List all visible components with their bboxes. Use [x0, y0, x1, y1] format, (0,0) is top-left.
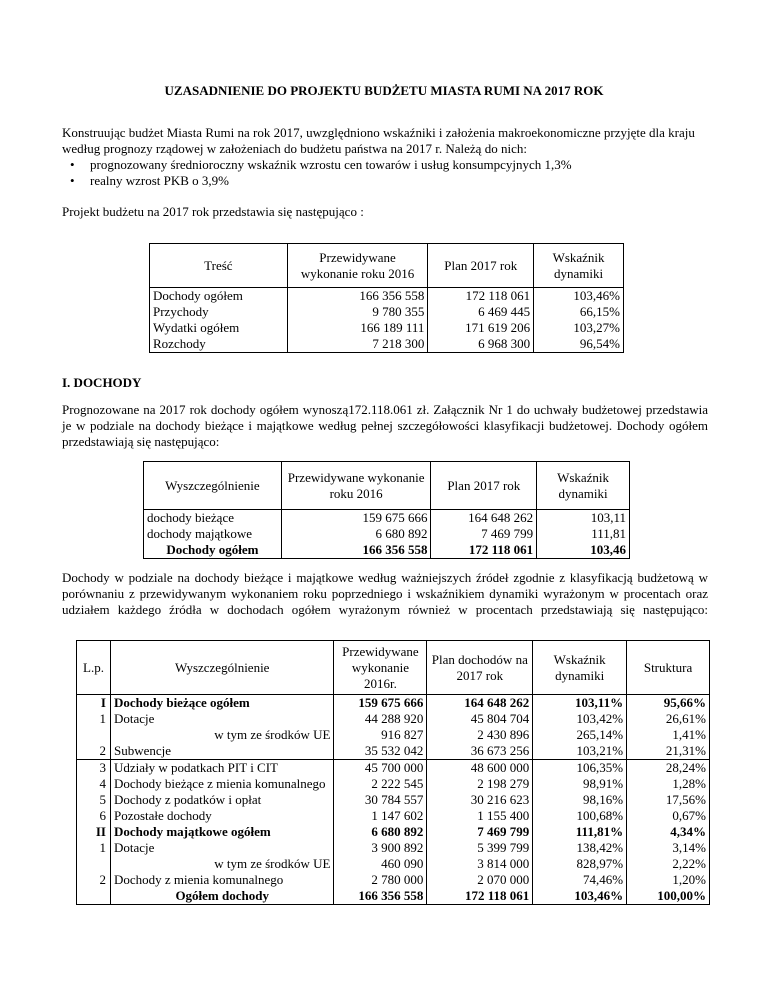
- row-label: Dochody majątkowe ogółem: [110, 824, 334, 840]
- row-label: dochody majątkowe: [144, 526, 282, 542]
- cell-value: 164 648 262: [427, 695, 533, 712]
- cell-value: 35 532 042: [334, 743, 427, 760]
- table-row: [144, 526, 630, 542]
- col-header: Plan dochodów na 2017 rok: [427, 641, 533, 695]
- row-label: Dochody bieżące z mienia komunalnego: [110, 776, 334, 792]
- row-label: Dochody bieżące ogółem: [110, 695, 334, 712]
- table-row: [77, 776, 710, 792]
- cell-value: 103,46: [537, 542, 630, 559]
- table-row: [77, 743, 710, 760]
- cell-value: 1,20%: [627, 872, 710, 888]
- table-row: [150, 304, 624, 320]
- table-row: [144, 542, 630, 559]
- cell-value: 26,61%: [627, 711, 710, 727]
- cell-value: 103,11%: [533, 695, 627, 712]
- col-header: Przewidywane wykonanie 2016r.: [334, 641, 427, 695]
- table-row: [150, 288, 624, 305]
- cell-value: 106,35%: [533, 760, 627, 777]
- col-header: Wskaźnik dynamiki: [534, 244, 624, 288]
- table-row: [150, 320, 624, 336]
- row-label: w tym ze środków UE: [110, 856, 334, 872]
- cell-value: 1 155 400: [427, 808, 533, 824]
- cell-value: 44 288 920: [334, 711, 427, 727]
- cell-value: 98,91%: [533, 776, 627, 792]
- cell-value: 6 680 892: [281, 526, 431, 542]
- cell-value: 1,28%: [627, 776, 710, 792]
- cell-value: 36 673 256: [427, 743, 533, 760]
- cell-value: 74,46%: [533, 872, 627, 888]
- cell-value: 3 814 000: [427, 856, 533, 872]
- cell-value: 103,11: [537, 510, 630, 527]
- cell-value: 166 356 558: [334, 888, 427, 905]
- table-row: [77, 824, 710, 840]
- cell-value: 172 118 061: [431, 542, 537, 559]
- table-row: [77, 808, 710, 824]
- cell-value: 6 968 300: [428, 336, 534, 353]
- table-row: [77, 760, 710, 777]
- col-header: Wskaźnik dynamiki: [533, 641, 627, 695]
- row-label: Dotacje: [110, 840, 334, 856]
- col-header: Przewidywane wykonanie roku 2016: [281, 462, 431, 510]
- cell-value: 17,56%: [627, 792, 710, 808]
- income-breakdown-paragraph: Dochody w podziale na dochody bieżące i majątkowe według ważniejszych źródeł zgodnie z klasyfikacją budżetową w porównaniu z przewidywanym wykonaniem roku poprzedniego i wskaźnikiem dynamiki wyrażonym w procentach oraz udziałem każdego źródła w dochodach ogółem wyrażonym również w procentach przedstawiają się następująco:: [62, 570, 708, 617]
- row-number: [77, 888, 111, 905]
- row-label: Rozchody: [150, 336, 288, 353]
- row-label: Dochody ogółem: [144, 542, 282, 559]
- budget-summary-table: [149, 243, 624, 353]
- cell-value: 45 804 704: [427, 711, 533, 727]
- col-header: Plan 2017 rok: [428, 244, 534, 288]
- cell-value: 7 469 799: [431, 526, 537, 542]
- cell-value: 103,46%: [533, 888, 627, 905]
- cell-value: 2,22%: [627, 856, 710, 872]
- cell-value: 916 827: [334, 727, 427, 743]
- cell-value: 2 780 000: [334, 872, 427, 888]
- table-row: [77, 856, 710, 872]
- bullet-list: [62, 157, 572, 189]
- row-number: I: [77, 695, 111, 712]
- cell-value: 172 118 061: [427, 888, 533, 905]
- cell-value: 103,27%: [534, 320, 624, 336]
- cell-value: 45 700 000: [334, 760, 427, 777]
- income-detail-table: [76, 640, 710, 905]
- intro-paragraph: Konstruując budżet Miasta Rumi na rok 2017, uwzględniono wskaźniki i założenia makroekonomiczne przyjęte dla kraju według prognozy rządowej w założeniach do budżetu państwa na 2017 r. Należą do nich:: [62, 125, 695, 156]
- cell-value: 2 198 279: [427, 776, 533, 792]
- row-label: Udziały w podatkach PIT i CIT: [110, 760, 334, 777]
- cell-value: 1 147 602: [334, 808, 427, 824]
- income-paragraph: Prognozowane na 2017 rok dochody ogółem wynoszą172.118.061 zł. Załącznik Nr 1 do uchwały budżetowej przedstawia je w podziale na dochody bieżące i majątkowe według pełnej szczegółowości klasyfikacji budżetowej. Dochody ogółem przedstawiają się następująco:: [62, 402, 708, 449]
- table-row: [77, 792, 710, 808]
- bullet-item: • prognozowany średnioroczny wskaźnik wzrostu cen towarów i usług konsumpcyjnych 1,3%: [62, 157, 572, 173]
- table-row: [77, 872, 710, 888]
- row-number: 2: [77, 743, 111, 760]
- cell-value: 1,41%: [627, 727, 710, 743]
- row-label: Ogółem dochody: [110, 888, 334, 905]
- row-label: Dochody z mienia komunalnego: [110, 872, 334, 888]
- cell-value: 30 216 623: [427, 792, 533, 808]
- cell-value: 6 469 445: [428, 304, 534, 320]
- row-number: II: [77, 824, 111, 840]
- cell-value: 111,81: [537, 526, 630, 542]
- income-summary-table: [143, 461, 630, 559]
- table-row: [77, 888, 710, 905]
- cell-value: 159 675 666: [281, 510, 431, 527]
- row-number: 1: [77, 711, 111, 727]
- cell-value: 95,66%: [627, 695, 710, 712]
- table-row: [77, 711, 710, 727]
- row-label: Przychody: [150, 304, 288, 320]
- col-header: Wskaźnik dynamiki: [537, 462, 630, 510]
- cell-value: 21,31%: [627, 743, 710, 760]
- row-number: 6: [77, 808, 111, 824]
- row-label: Pozostałe dochody: [110, 808, 334, 824]
- cell-value: 172 118 061: [428, 288, 534, 305]
- cell-value: 166 189 111: [287, 320, 428, 336]
- budget-intro: Projekt budżetu na 2017 rok przedstawia się następująco :: [62, 204, 364, 219]
- row-number: 3: [77, 760, 111, 777]
- row-number: 2: [77, 872, 111, 888]
- cell-value: 3,14%: [627, 840, 710, 856]
- table-row: [77, 695, 710, 712]
- cell-value: 7 218 300: [287, 336, 428, 353]
- cell-value: 103,21%: [533, 743, 627, 760]
- cell-value: 2 070 000: [427, 872, 533, 888]
- cell-value: 98,16%: [533, 792, 627, 808]
- row-number: [77, 727, 111, 743]
- bullet-item: • realny wzrost PKB o 3,9%: [62, 173, 572, 189]
- row-number: 5: [77, 792, 111, 808]
- table-row: [77, 727, 710, 743]
- col-header: Plan 2017 rok: [431, 462, 537, 510]
- row-number: [77, 856, 111, 872]
- cell-value: 103,46%: [534, 288, 624, 305]
- cell-value: 171 619 206: [428, 320, 534, 336]
- table-row: [144, 510, 630, 527]
- cell-value: 3 900 892: [334, 840, 427, 856]
- cell-value: 265,14%: [533, 727, 627, 743]
- cell-value: 6 680 892: [334, 824, 427, 840]
- col-header: Struktura: [627, 641, 710, 695]
- page-title: UZASADNIENIE DO PROJEKTU BUDŻETU MIASTA RUMI NA 2017 ROK: [164, 83, 604, 98]
- col-header: Treść: [150, 244, 288, 288]
- row-label: Dotacje: [110, 711, 334, 727]
- row-label: Subwencje: [110, 743, 334, 760]
- table-row: [77, 840, 710, 856]
- cell-value: 100,68%: [533, 808, 627, 824]
- cell-value: 2 430 896: [427, 727, 533, 743]
- col-header: Wyszczególnienie: [144, 462, 282, 510]
- row-label: w tym ze środków UE: [110, 727, 334, 743]
- cell-value: 66,15%: [534, 304, 624, 320]
- row-label: Wydatki ogółem: [150, 320, 288, 336]
- cell-value: 166 356 558: [287, 288, 428, 305]
- row-label: dochody bieżące: [144, 510, 282, 527]
- row-label: Dochody z podatków i opłat: [110, 792, 334, 808]
- cell-value: 103,42%: [533, 711, 627, 727]
- col-header: Przewidywane wykonanie roku 2016: [287, 244, 428, 288]
- row-label: Dochody ogółem: [150, 288, 288, 305]
- cell-value: 100,00%: [627, 888, 710, 905]
- cell-value: 159 675 666: [334, 695, 427, 712]
- cell-value: 9 780 355: [287, 304, 428, 320]
- cell-value: 164 648 262: [431, 510, 537, 527]
- cell-value: 5 399 799: [427, 840, 533, 856]
- cell-value: 828,97%: [533, 856, 627, 872]
- cell-value: 4,34%: [627, 824, 710, 840]
- cell-value: 138,42%: [533, 840, 627, 856]
- cell-value: 28,24%: [627, 760, 710, 777]
- table-row: [150, 336, 624, 353]
- section-heading: I. DOCHODY: [62, 375, 142, 390]
- cell-value: 30 784 557: [334, 792, 427, 808]
- cell-value: 166 356 558: [281, 542, 431, 559]
- col-header: Wyszczególnienie: [110, 641, 334, 695]
- cell-value: 48 600 000: [427, 760, 533, 777]
- cell-value: 7 469 799: [427, 824, 533, 840]
- cell-value: 2 222 545: [334, 776, 427, 792]
- cell-value: 460 090: [334, 856, 427, 872]
- row-number: 4: [77, 776, 111, 792]
- row-number: 1: [77, 840, 111, 856]
- col-header: L.p.: [77, 641, 111, 695]
- cell-value: 96,54%: [534, 336, 624, 353]
- cell-value: 0,67%: [627, 808, 710, 824]
- cell-value: 111,81%: [533, 824, 627, 840]
